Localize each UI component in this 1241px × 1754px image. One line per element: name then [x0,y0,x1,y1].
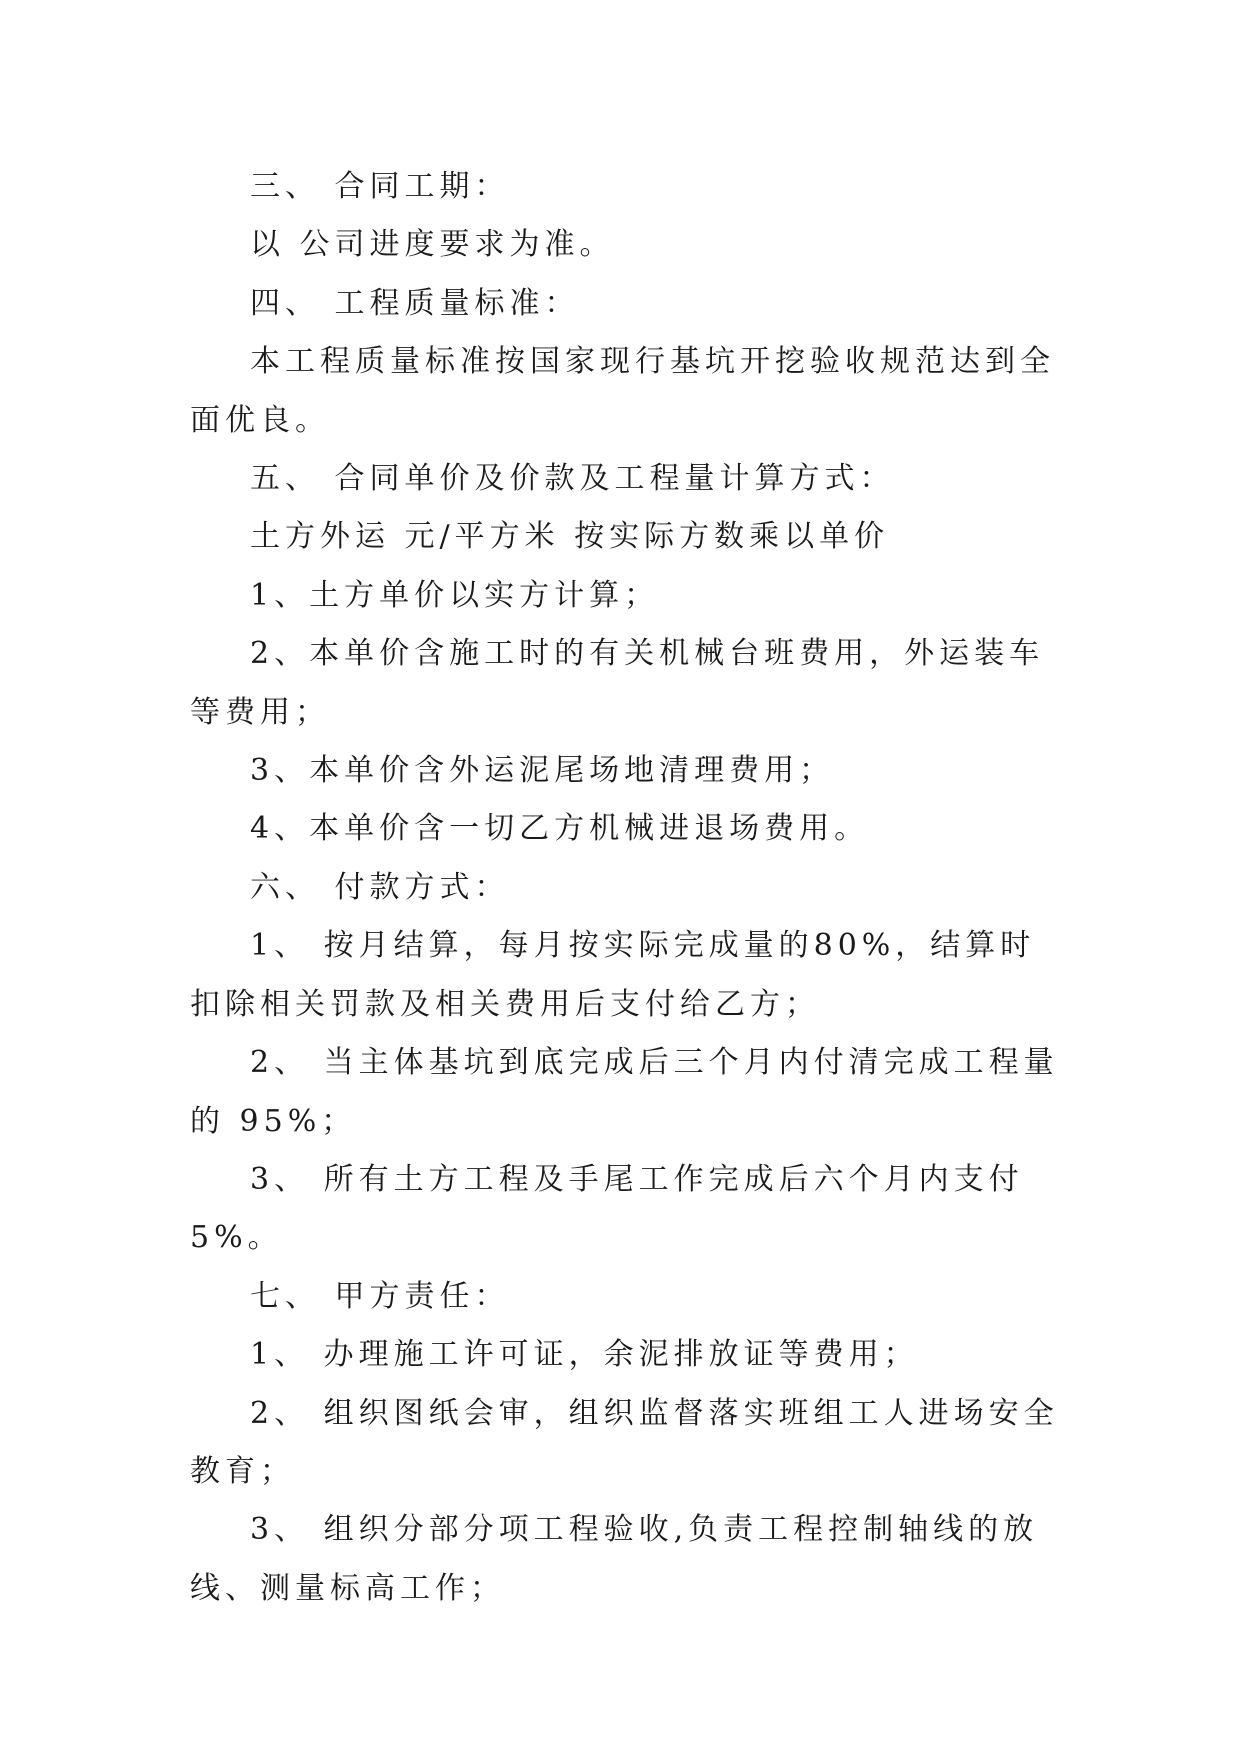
list-item-price-4: 4、本单价含一切乙方机械进退场费用。 [250,811,870,847]
document-body [190,158,1060,1618]
list-item-payment-3: 3、 所有土方工程及手尾工作完成后六个月内支付5%。 [190,1161,1024,1256]
list-item-price-2: 2、本单价含施工时的有关机械台班费用，外运装车等费用； [190,636,1045,730]
list-item-payment-2: 2、 当主体基坑到底完成后三个月内付清完成工程量的 95%； [190,1045,1059,1139]
section-heading-unit-price: 五、 合同单价及价款及工程量计算方式： [250,461,895,497]
paragraph-quality: 本工程质量标准按国家现行基坑开挖验收规范达到全面优良。 [190,344,1055,438]
list-item-duty-3: 3、 组织分部分项工程验收,负责工程控制轴线的放线、测量标高工作； [190,1512,1039,1606]
paragraph-schedule: 以 公司进度要求为准。 [250,227,615,263]
list-item-payment-1: 1、 按月结算，每月按实际完成量的80%，结算时扣除相关罚款及相关费用后支付给乙方； [190,928,1036,1022]
list-item-duty-1: 1、 办理施工许可证，余泥排放证等费用； [250,1337,919,1373]
paragraph-earth-transport: 土方外运 元/平方米 按实际方数乘以单价 [250,519,890,555]
list-item-price-3: 3、本单价含外运泥尾场地清理费用； [250,753,835,789]
list-item-price-1: 1、土方单价以实方计算； [250,577,660,613]
section-heading-payment: 六、 付款方式： [250,869,510,905]
section-heading-party-a-duties: 七、 甲方责任： [250,1278,510,1314]
section-heading-contract-period: 三、 合同工期： [250,169,510,204]
section-heading-quality-standard: 四、 工程质量标准： [250,285,580,321]
list-item-duty-2: 2、 组织图纸会审，组织监督落实班组工人进场安全教育； [190,1395,1059,1489]
